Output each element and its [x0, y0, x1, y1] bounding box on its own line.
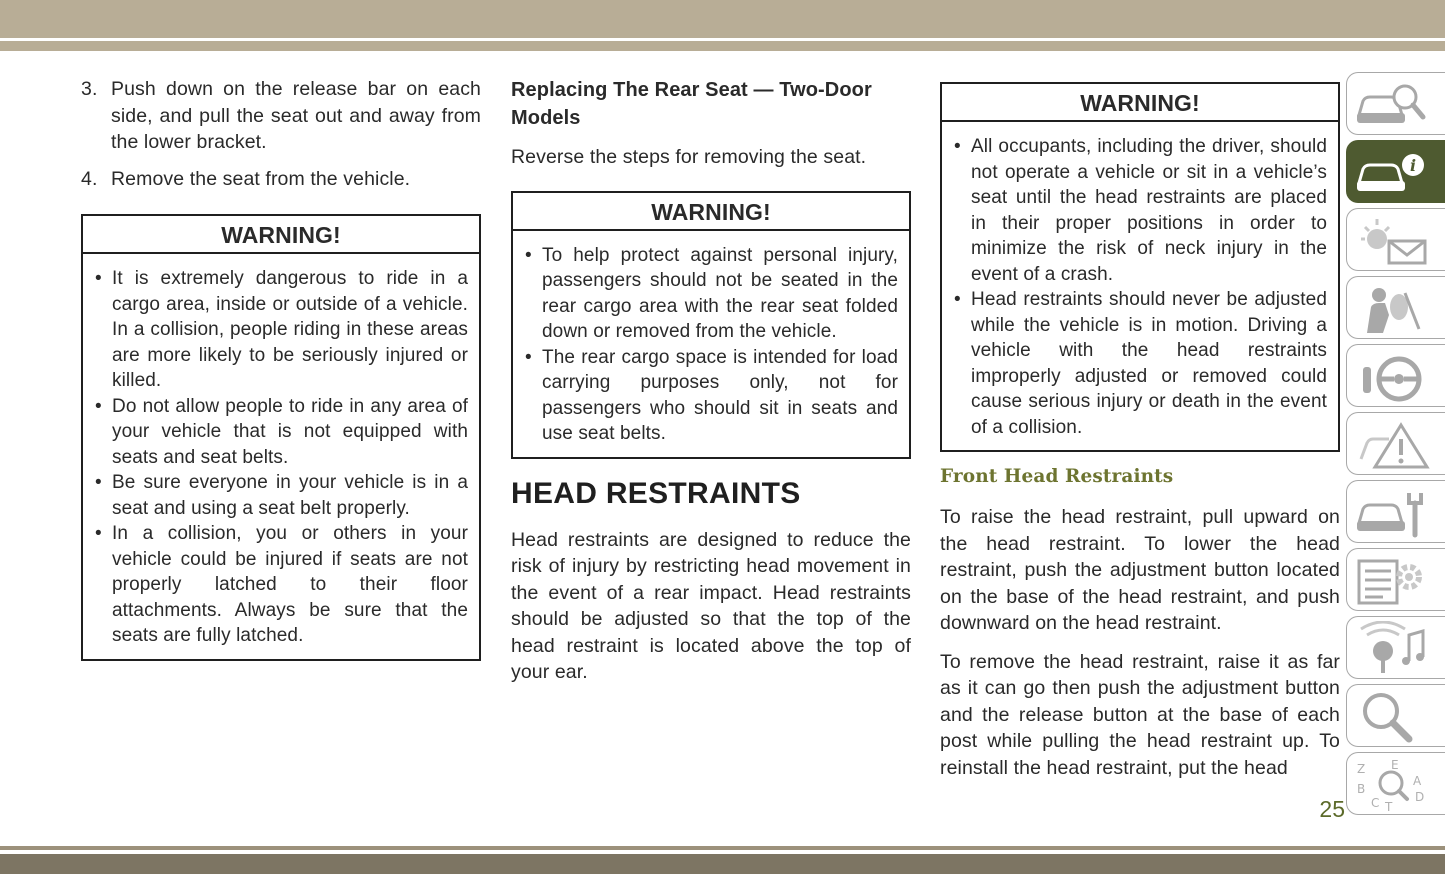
step-text: Push down on the release bar on each side, and pull the seat out and away from the lower bracket. [111, 78, 481, 153]
top-band [0, 0, 1445, 38]
tab-multimedia[interactable] [1346, 616, 1445, 679]
warning-title: WARNING! [513, 193, 909, 231]
index-letter: E [1391, 758, 1399, 772]
car-wrench-icon [1353, 485, 1433, 541]
top-band-line [0, 41, 1445, 51]
bottom-band [0, 854, 1445, 874]
specifications-gear-icon [1353, 553, 1433, 609]
warning-item: • It is extremely dangerous to ride in a cargo area, inside or outside of a vehicle. In a collision, people riding in these areas are more likely to be seriously injured or killed. [95, 268, 468, 391]
index-letter: Z [1357, 762, 1366, 776]
column-1 [81, 76, 481, 661]
step-list [81, 76, 481, 192]
svg-text:i: i [1410, 156, 1417, 175]
head-restraints-heading: HEAD RESTRAINTS [511, 476, 801, 510]
warning-body [942, 122, 1338, 450]
remove-reinstall-text: To remove the head restraint, raise it as far as it can go then push the adjustment button and the release button at the base of each post while pulling the head restraint up. To reinstall the head restraint, put the head [940, 650, 1340, 779]
tab-car-search[interactable] [1346, 72, 1445, 135]
index-letter: D [1415, 790, 1425, 804]
index-letter: A [1413, 774, 1422, 788]
warning-item: • Head restraints should never be adjusted while the vehicle is in motion. Driving a vehicle with the head restraints improperly adjusted or removed could cause serious injury or death in the event of a collision. [954, 289, 1327, 438]
warning-item: • In a collision, you or others in your vehicle could be injured if seats are not properly latched to their floor attachments. Always be sure that the seats are fully latched. [95, 523, 468, 646]
index-letter: T [1385, 800, 1393, 813]
warning-title: WARNING! [942, 84, 1338, 122]
bottom-band-line [0, 846, 1445, 850]
warning-lights-messages-icon [1353, 213, 1433, 269]
warning-item: • Do not allow people to ride in any area of your vehicle that is not equipped with seats and seat belts. [95, 395, 468, 468]
warning-box [940, 82, 1340, 452]
tab-car-service[interactable] [1346, 480, 1445, 543]
tab-steering[interactable] [1346, 344, 1445, 407]
emergency-triangle-icon [1353, 417, 1433, 473]
column-3 [940, 82, 1340, 781]
step-item [81, 76, 481, 156]
page-number: 25 [1319, 796, 1345, 822]
step-number: 4. [81, 167, 98, 190]
tab-index[interactable] [1346, 752, 1445, 815]
step-text: Remove the seat from the vehicle. [111, 167, 411, 190]
head-restraints-text: Head restraints are designed to reduce the risk of injury by restricting head movement in the event of a rear impact. Head restraints should be adjusted so that the top of the head restraint is located above the top of your ear. [511, 528, 911, 683]
airbag-safety-icon [1353, 281, 1433, 337]
magnifier-search-icon [1353, 689, 1433, 745]
car-info-icon [1353, 145, 1433, 201]
step-number: 3. [81, 78, 98, 100]
front-head-restraints-heading: Front Head Restraints [940, 466, 1174, 487]
tab-airbag[interactable] [1346, 276, 1445, 339]
warning-item: • Be sure everyone in your vehicle is in a seat and using a seat belt properly. [95, 472, 468, 519]
warning-body [513, 231, 909, 457]
warning-item: • The rear cargo space is intended for load carrying purposes only, not for passengers who should sit in seats and use seat belts. [525, 346, 898, 444]
step-item [81, 166, 481, 193]
index-letter: C [1371, 796, 1380, 810]
section-subheading: Replacing The Rear Seat — Two-Door Models [511, 79, 872, 129]
tab-car-info[interactable] [1346, 140, 1445, 203]
warning-title: WARNING! [83, 216, 479, 254]
warning-box [81, 214, 481, 661]
warning-item: • To help protect against personal injury, passengers should not be seated in the rear cargo area with the rear seat folded down or removed from the vehicle. [525, 244, 898, 342]
warning-body [83, 254, 479, 659]
intro-text: Reverse the steps for removing the seat. [511, 146, 867, 168]
multimedia-icon [1353, 621, 1433, 677]
raise-lower-text: To raise the head restraint, pull upward on the head restraint. To lower the head restraint, push the adjustment button located on the base of the head restraint, and push downward on the head restraint. [940, 506, 1340, 634]
car-search-icon [1353, 77, 1433, 133]
index-az-icon [1353, 757, 1433, 813]
warning-item: • All occupants, including the driver, should not operate a vehicle or sit in a vehicle’s seat until the head restraints are placed in their proper positions in order to minimize the risk of neck injury in the event of a crash. [954, 136, 1327, 285]
tab-search[interactable] [1346, 684, 1445, 747]
warning-box [511, 191, 911, 459]
tab-emergency[interactable] [1346, 412, 1445, 475]
tab-warning-lights[interactable] [1346, 208, 1445, 271]
index-letter: B [1357, 782, 1366, 796]
column-2 [511, 76, 911, 686]
tab-specifications[interactable] [1346, 548, 1445, 611]
steering-wheel-icon [1353, 349, 1433, 405]
